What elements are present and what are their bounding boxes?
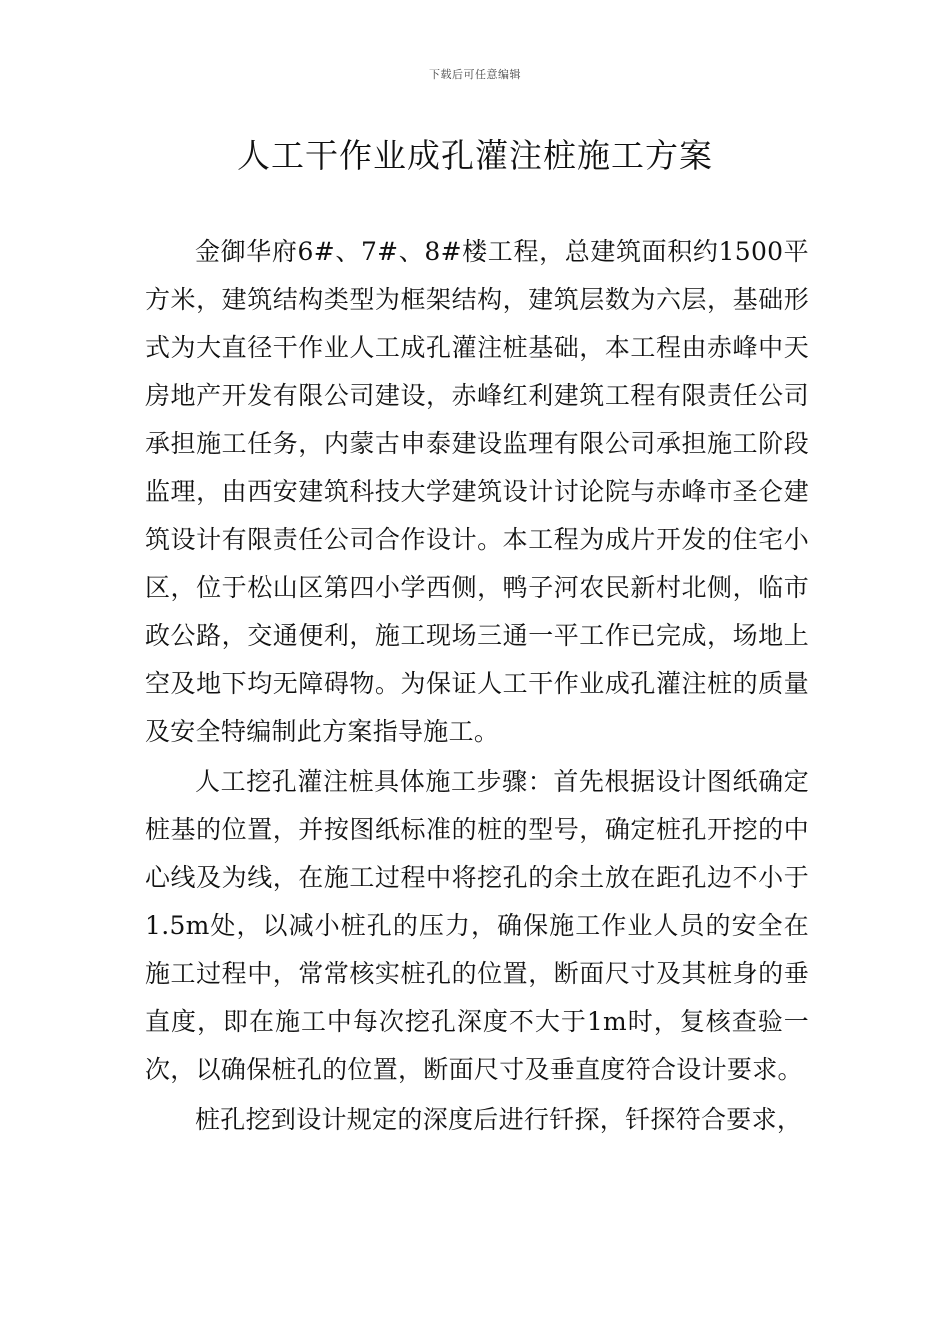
paragraph-project-overview: 金御华府6#、7#、8#楼工程，总建筑面积约1500平方米，建筑结构类型为框架结构，建筑层数为六层，基础形式为大直径干作业人工成孔灌注桩基础，本工程由赤峰中天房地产开发有限公司建设，赤峰红利建筑工程有限责任公司承担施工任务，内蒙古申泰建设监理有限公司承担施工阶段监理，由西安建筑科技大学建筑设计讨论院与赤峰市圣仑建筑设计有限责任公司合作设计。本工程为成片开发的住宅小区，位于松山区第四小学西侧，鸭子河农民新村北侧，临市政公路，交通便利，施工现场三通一平工作已完成，场地上空及地下均无障碍物。为保证人工干作业成孔灌注桩的质量及安全特编制此方案指导施工。 bbox=[145, 237, 809, 746]
paragraph-construction-steps: 人工挖孔灌注桩具体施工步骤：首先根据设计图纸确定桩基的位置，并按图纸标准的桩的型号，确定桩孔开挖的中心线及为线，在施工过程中将挖孔的余土放在距孔边不小于1.5m处，以减小桩孔的压力，确保施工作业人员的安全在施工过程中，常常核实桩孔的位置，断面尺寸及其桩身的垂直度，即在施工中每次挖孔深度不大于1m时，复核查验一次，以确保桩孔的位置，断面尺寸及垂直度符合设计要求。 bbox=[145, 767, 809, 1084]
paragraph-probing: 桩孔挖到设计规定的深度后进行钎探，钎探符合要求， bbox=[195, 1105, 803, 1134]
document-body bbox=[145, 228, 809, 1144]
document-title: 人工干作业成孔灌注桩施工方案 bbox=[237, 136, 713, 175]
header-note: 下载后可任意编辑 bbox=[429, 68, 521, 81]
